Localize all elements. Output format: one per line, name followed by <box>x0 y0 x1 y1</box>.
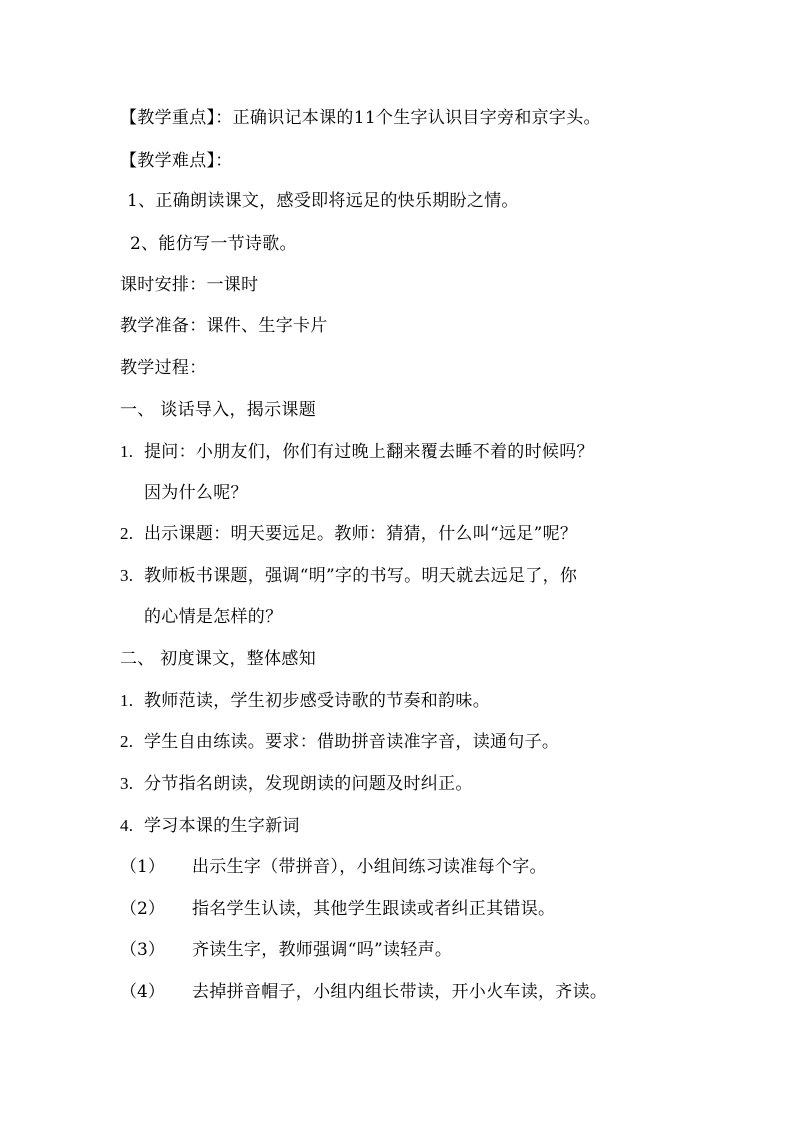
item-number: 3. <box>120 566 134 585</box>
item-text: 学生自由练读。要求：借助拼音读准字音，读通句子。 <box>144 732 560 752</box>
item-text: 学习本课的生字新词 <box>144 816 300 836</box>
difficulty-item: 1、正确朗读课文，感受即将远足的快乐期盼之情。 <box>127 191 519 211</box>
item-text: 教师板书课题，强调“明”字的书写。明天就去远足了，你 <box>144 566 578 586</box>
item-text: 出示课题：明天要远足。教师：猜猜，什么叫“远足”呢？ <box>144 524 578 544</box>
sub-item-text: 出示生字（带拼音），小组间练习读准每个字。 <box>192 857 547 877</box>
preparation-line: 教学准备：课件、生字卡片 <box>120 316 328 336</box>
item-text: 提问：小朋友们，你们有过晚上翻来覆去睡不着的时候吗？ <box>144 442 594 462</box>
item-number: 1. <box>120 442 134 461</box>
section-heading: 一、 谈话导入，揭示课题 <box>120 400 317 420</box>
item-text-continued: 的心情是怎样的？ <box>144 607 283 627</box>
item-number: 2. <box>120 524 134 543</box>
item-text-continued: 因为什么呢？ <box>144 483 248 503</box>
item-number: 3. <box>120 774 134 793</box>
key-points: 【教学重点】：正确识记本课的11个生字认识目字旁和京字头。 <box>120 108 601 128</box>
sub-item-text: 齐读生字，教师强调“吗”读轻声。 <box>192 940 453 960</box>
difficulty-item: 2、能仿写一节诗歌。 <box>130 234 297 254</box>
difficulties-heading: 【教学难点】： <box>120 151 233 171</box>
sub-item-text: 去掉拼音帽子，小组内组长带读，开小火车读，齐读。 <box>192 982 608 1002</box>
item-text: 分节指名朗读，发现朗读的问题及时纠正。 <box>144 774 473 794</box>
sub-item-marker: （4） <box>120 982 165 1002</box>
item-number: 4. <box>120 816 134 835</box>
sub-item-marker: （3） <box>120 940 165 960</box>
sub-item-marker: （1） <box>120 857 165 877</box>
item-number: 2. <box>120 732 134 751</box>
process-heading: 教学过程： <box>120 358 207 378</box>
item-number: 1. <box>120 691 134 710</box>
schedule-line: 课时安排：一课时 <box>120 275 259 295</box>
sub-item-marker: （2） <box>120 899 165 919</box>
section-heading: 二、 初度课文，整体感知 <box>120 649 317 669</box>
sub-item-text: 指名学生认读，其他学生跟读或者纠正其错误。 <box>192 899 556 919</box>
item-text: 教师范读，学生初步感受诗歌的节奏和韵味。 <box>144 691 490 711</box>
